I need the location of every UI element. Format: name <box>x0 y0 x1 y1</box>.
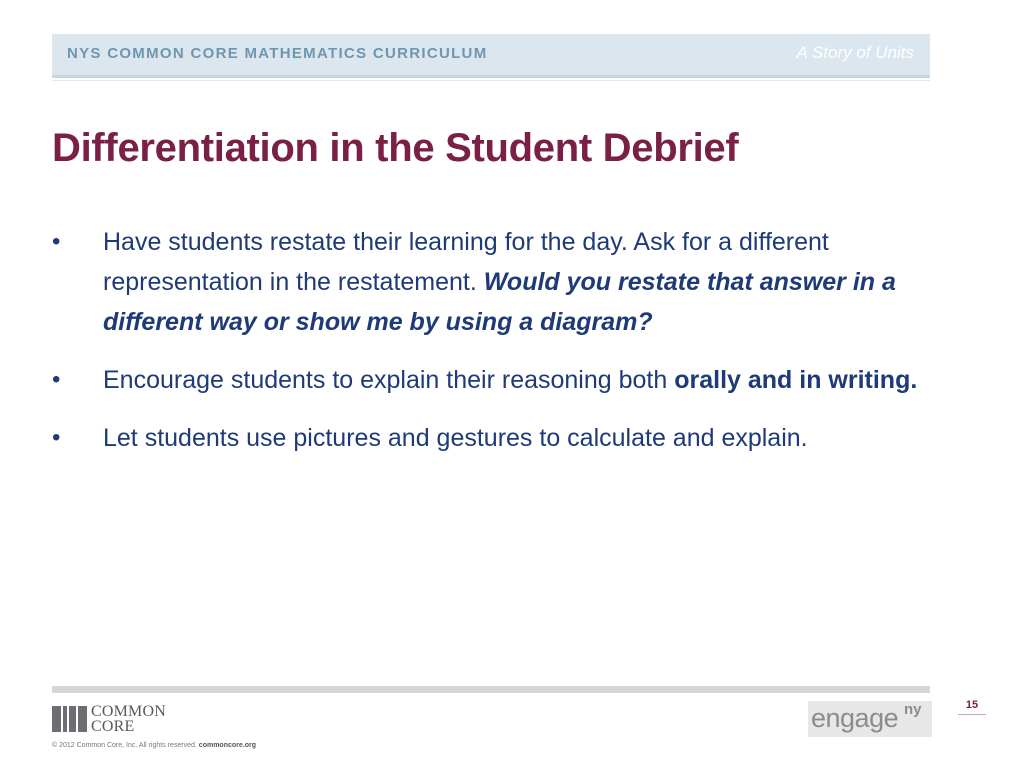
curriculum-title: NYS COMMON CORE MATHEMATICS CURRICULUM <box>67 45 488 62</box>
bullet-text: Encourage students to explain their reasoning both <box>103 366 675 394</box>
header-divider <box>52 80 930 81</box>
bullet-item <box>52 360 972 400</box>
page-number: 15 <box>958 699 986 715</box>
copyright-text: © 2012 Common Core, Inc. All rights reserved. <box>52 742 197 749</box>
logo-line-core: CORE <box>91 718 135 735</box>
common-core-wordmark <box>91 704 166 734</box>
bullet-dot-icon: • <box>52 228 61 255</box>
engage-wordmark: engage <box>811 703 899 733</box>
bullet-text: Have students restate their learning for the day. Ask for a different representation in the restatement. <box>103 228 829 296</box>
logo-line-common: COMMON <box>91 703 166 720</box>
bullet-emphasis: Would you restate that answer in a different way or show me by using a diagram? <box>103 268 896 336</box>
bullet-item <box>52 222 972 342</box>
bullet-dot-icon: • <box>52 366 61 393</box>
slide-title: Differentiation in the Student Debrief <box>52 126 739 170</box>
bullet-emphasis: orally and in writing. <box>674 366 918 394</box>
bullet-item <box>52 418 972 458</box>
header-band <box>52 34 930 78</box>
story-of-units-label: A Story of Units <box>796 43 914 62</box>
bullet-list <box>52 222 972 476</box>
footer-divider <box>52 686 930 693</box>
bullet-text: Let students use pictures and gestures to calculate and explain. <box>103 424 808 452</box>
engage-superscript: ny <box>904 701 922 718</box>
copyright-notice <box>52 742 256 749</box>
bullet-dot-icon: • <box>52 424 61 451</box>
copyright-link[interactable]: commoncore.org <box>198 742 256 749</box>
engage-ny-logo <box>808 701 932 737</box>
common-core-logo <box>52 704 192 734</box>
